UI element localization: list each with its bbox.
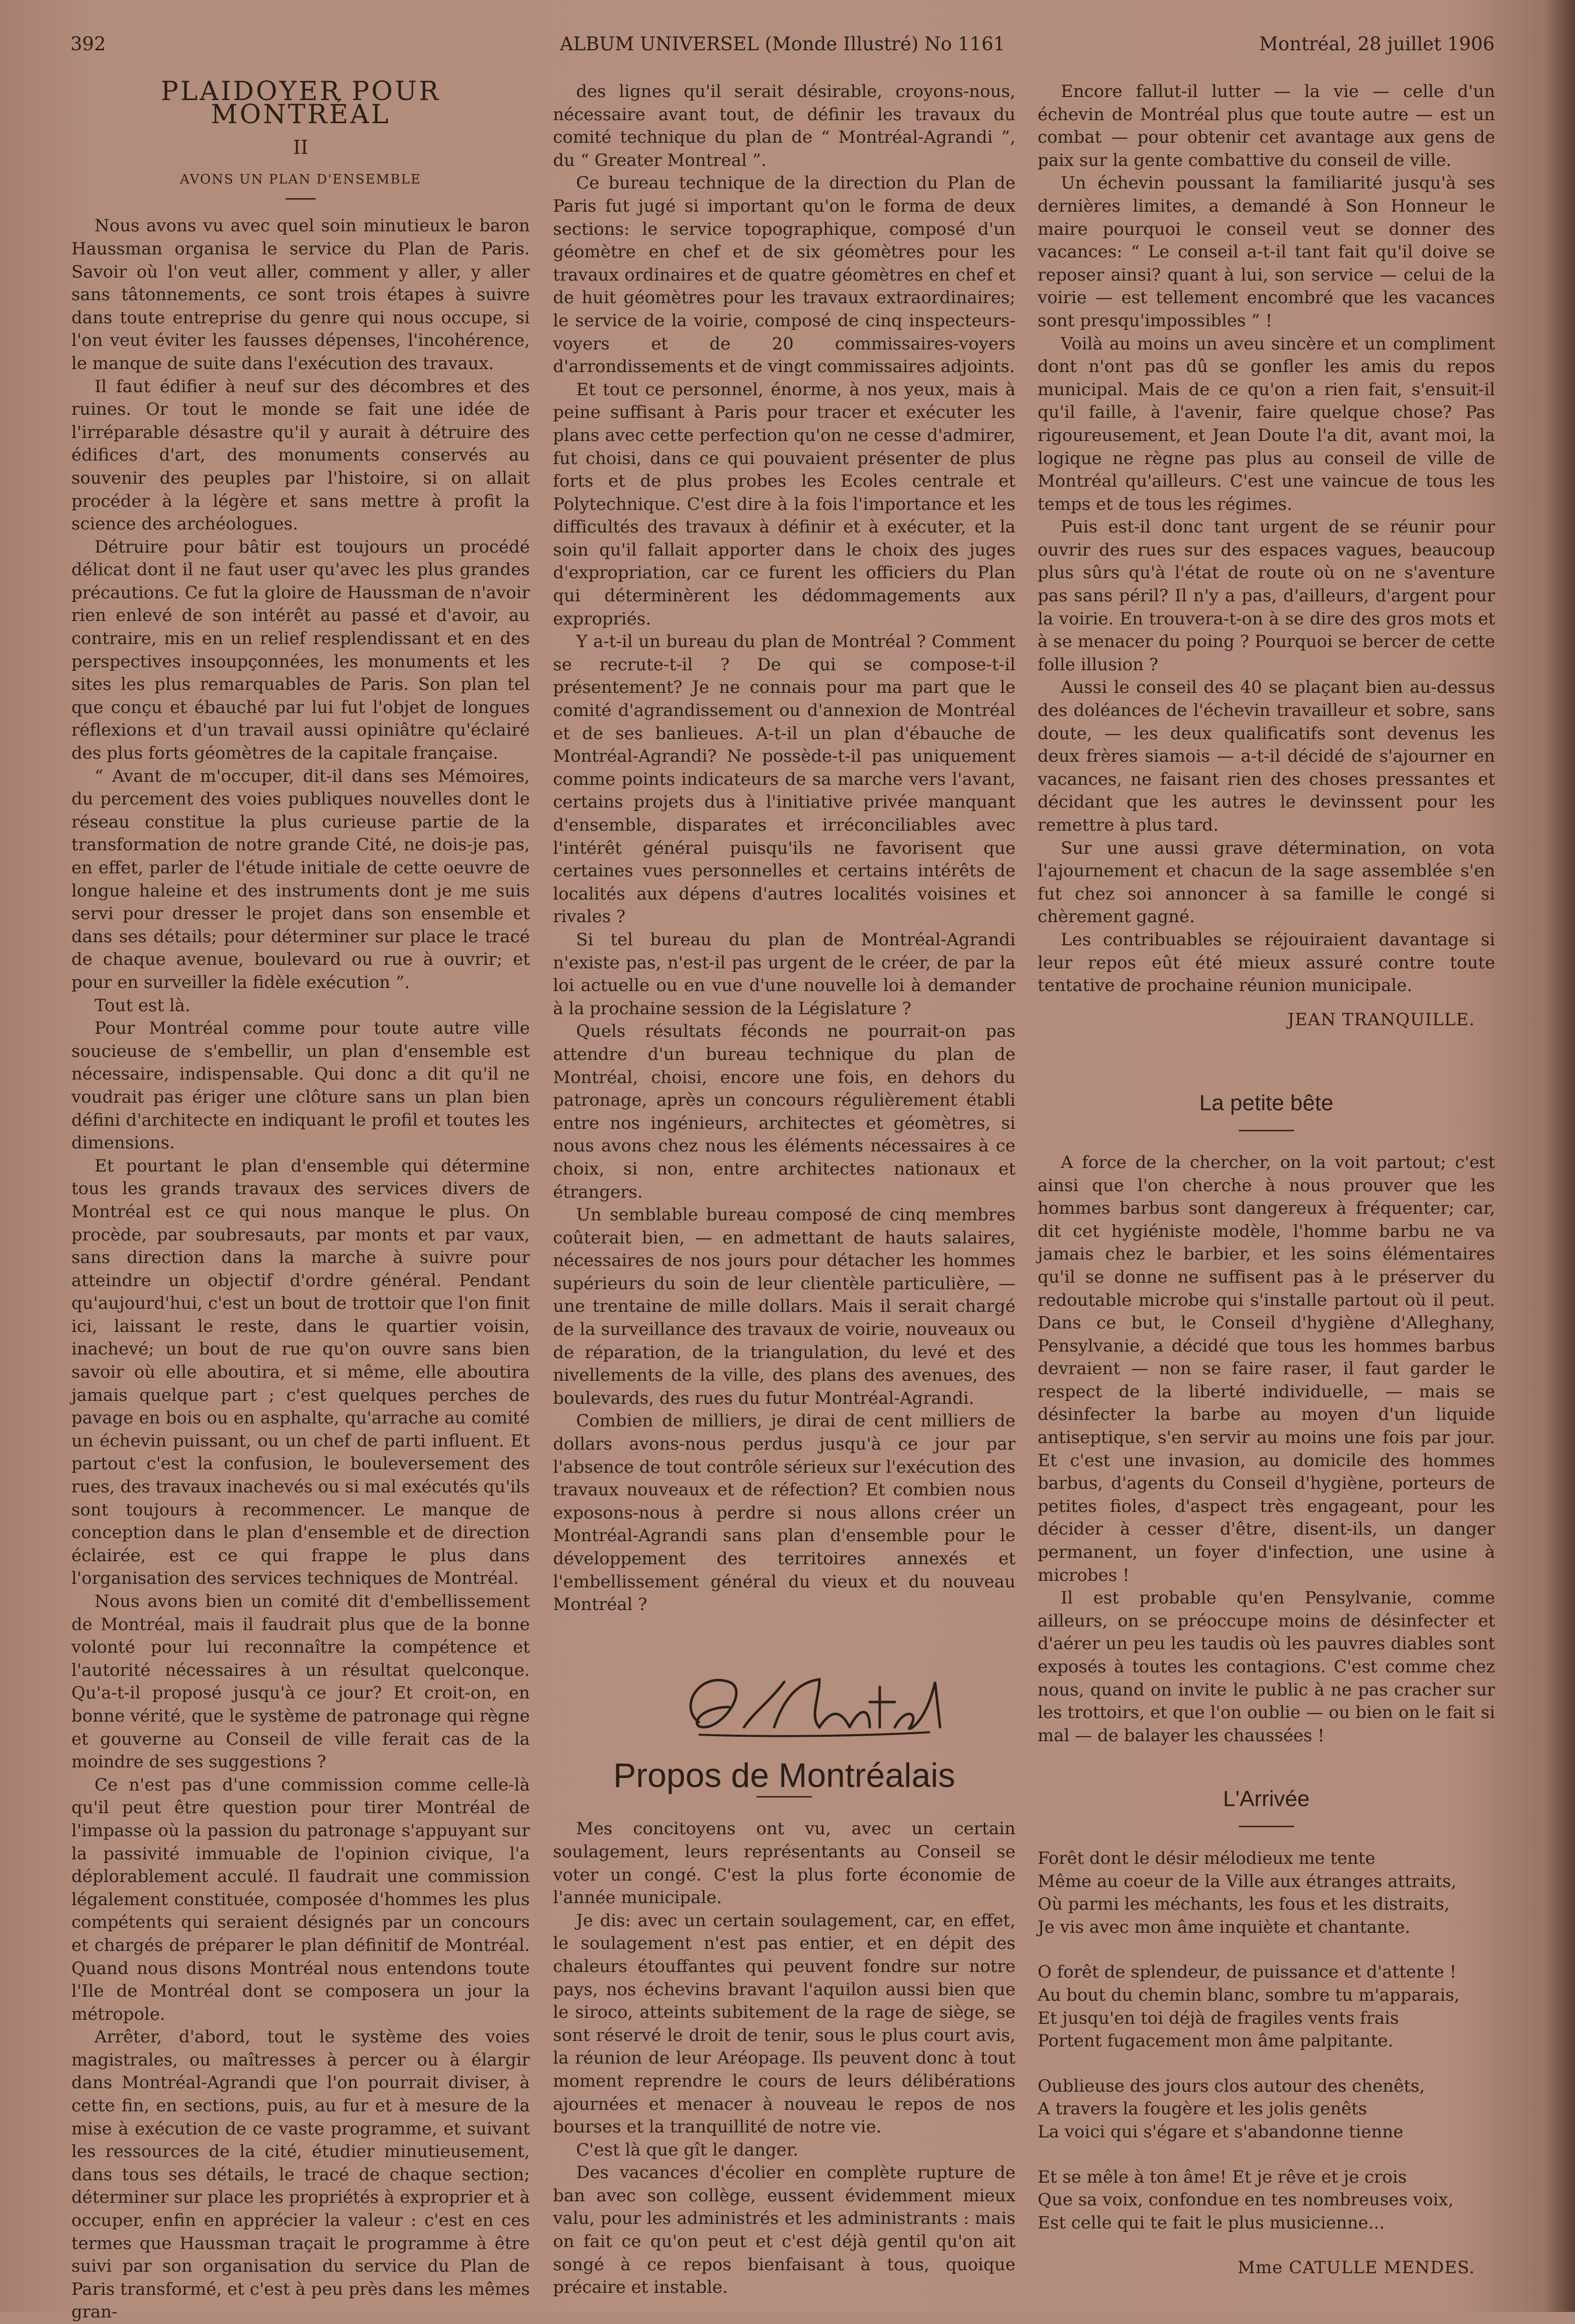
page-header [70, 33, 1495, 58]
paragraph: des lignes qu'il serait désirable, croyons-nous, nécessaire avant tout, de définir les travaux du comité technique du plan de “ Montréal-Agrandi ”, du “ Greater Montreal ”. [553, 81, 1015, 170]
paragraph: Voilà au moins un aveu sincère et un compliment dont n'ont pas dû se gonfler les amis du repos municipal. Mais de ce qu'on a rien fait, s'ensuit-il qu'il faille, à l'avenir, faire quelque chose? Pas rigoureusement, et Jean Doute l'a dit, avant moi, la logique ne règne pas plus au conseil de ville de Montréal qu'ailleurs. C'est une vaincue de tous les temps et de tous les régimes. [1038, 333, 1495, 514]
poem-stanza [1038, 1847, 1495, 1939]
paragraph: A force de la chercher, on la voit partout; c'est ainsi que l'on cherche à nous prouver que les hommes barbus sont dangereux à fréquenter; car, dit cet hygiéniste modèle, l'homme barbu ne va jamais chez le barbier, et les soins élémentaires qu'il se donne ne suffisent pas à le préserver du redoutable microbe qui s'installe partout où il peut. Dans ce but, le Conseil d'hygiène d'Alleghany, Pensylvanie, a décidé que tous les hommes barbus devraient — non se faire raser, il faut garder le respect de la liberté individuelle, — mais se désinfecter la barbe au moyen d'un liquide antiseptique, s'en servir au moins une fois par jour. Et c'est une invasion, au domicile des hommes barbus, d'agents du Conseil d'hygiène, porteurs de petites fioles, d'aspect très engageant, pour les décider à cesser d'être, disent-ils, un danger permanent, un foyer d'infection, une usine à microbes ! [1038, 1152, 1495, 1585]
column-2 [553, 80, 1015, 2299]
poem-line: Je vis avec mon âme inquiète et chantante. [1038, 1917, 1411, 1937]
poem-line: O forêt de splendeur, de puissance et d'attente ! [1038, 1962, 1457, 1983]
article-title: PLAIDOYER POUR MONTRÉAL [160, 76, 441, 130]
paragraph: Encore fallut-il lutter — la vie — celle d'un échevin de Montréal plus que toute autre — est un combat — pour obtenir cet avantage aux gens de paix sur la gente combattive du conseil de ville. [1038, 81, 1495, 170]
paragraph: Puis est-il donc tant urgent de se réunir pour ouvrir des rues sur des espaces vagues, beaucoup plus sûrs qu'à l'état de route où on ne s'aventure pas sans péril? Il n'y a pas, d'ailleurs, d'argent pour la voirie. En trouvera-t-on à se dire des gros mots et à se menacer du poing ? Pourquoi se bercer de cette folle illusion ? [1038, 517, 1495, 675]
paragraph: Et tout ce personnel, énorme, à nos yeux, mais à peine suffisant à Paris pour tracer et exécuter les plans avec cette perfection qu'on ne cesse d'admirer, fut choisi, dans ce qui pouvaient présenter de plus forts et de plus probes les Ecoles centrale et Polytechnique. C'est dire à la fois l'importance et les difficultés des travaux à définir et à exécuter, et la soin qu'il fallait apporter dans le choix des juges d'expropriation, car ce furent les officiers du Plan qui déterminèrent les dédommagements aux expropriés. [553, 379, 1015, 629]
publication-title: ALBUM UNIVERSEL (Monde Illustré) No 1161 [560, 33, 1005, 55]
section-title-arrivee: L'Arrivée [1223, 1786, 1310, 1812]
paragraph: “ Avant de m'occuper, dit-il dans ses Mémoires, du percement des voies publiques nouvelles dont le réseau constitue la plus curieuse partie de la transformation de notre grande Cité, ne dois-je pas, en effet, parler de l'étude initiale de cette oeuvre de longue haleine et des instruments dont je me suis servi pour dresser le projet dans son ensemble et dans ses détails; pour déterminer sur place le tracé de chaque avenue, boulevard ou rue à ouvrir; et pour en surveiller la fidèle exécution ”. [71, 766, 530, 993]
paragraph: Si tel bureau du plan de Montréal-Agrandi n'existe pas, n'est-il pas urgent de le créer, de par la loi actuelle ou en vue d'une nouvelle loi à demander à la prochaine session de la Législature ? [553, 929, 1015, 1019]
column-3 [1038, 80, 1495, 2280]
petite-bete-body [1038, 1151, 1495, 1747]
divider [1239, 1826, 1294, 1827]
paragraph: Ce bureau technique de la direction du Plan de Paris fut jugé si important qu'on le forma de deux sections: le service topographique, composé d'un géomètre en chef et de six géomètres pour les travaux ordinaires et de quatre géomètres en chef et de huit géomètres pour les travaux extraordinaires; le service de la voirie, composé de cinq inspecteurs-voyers et de 20 commissaires-voyers d'arrondissements et de vingt commissaires adjoints. [553, 173, 1015, 377]
divider [757, 1796, 812, 1798]
poem-line: Et se mêle à ton âme! Et je rêve et je crois [1038, 2167, 1407, 2187]
paragraph: Aussi le conseil des 40 se plaçant bien au-dessus des doléances de l'échevin travailleur et sobre, sans doute, — les deux qualificatifs sont devenus les deux frères siamois — a-t-il décidé de s'ajourner en vacances, ne faisant rien des choses pressantes et décidant que les autres le devinssent pour les remettre à plus tard. [1038, 677, 1495, 835]
article-body-continued [553, 80, 1015, 1617]
poem-line: Même au coeur de la Ville aux étranges attraits, [1038, 1871, 1457, 1892]
paragraph: Y a-t-il un bureau du plan de Montréal ? Comment se recrute-t-il ? De qui se compose-t-il présentement? Je ne connais pour ma part que le comité d'agrandissement ou d'annexion de Montréal et de ses banlieues. A-t-il un plan d'ébauche de Montréal-Agrandi? Ne possède-t-il pas uniquement comme points indicateurs de sa marche vers l'avant, certains projets dus à l'initiative privée manquant d'ensemble, disparates et irréconciliables avec l'intérêt général puisqu'ils ne favorisent que certaines vues personnelles et certains intérêts de localités aux dépens d'autres localités voisines et rivales ? [553, 632, 1015, 927]
poem-line: Que sa voix, confondue en tes nombreuses voix, [1038, 2190, 1454, 2210]
propos-continued [1038, 80, 1495, 998]
paragraph: Je dis: avec un certain soulagement, car, en effet, le soulagement n'est pas entier, et en dépit des chaleurs étouffantes qui peuvent fondre sur notre pays, nos échevins bravant l'aquilon aussi bien que le siroco, atteints subitement de la rage de siège, se sont réservé le droit de tenir, sous le plus court avis, la réunion de leur Aréopage. Ils peuvent donc à tout moment reprendre le cours de leurs délibérations ajournées et menacer à nouveau le repos de nos bourses et la tranquillité de notre vie. [553, 1910, 1015, 2137]
author-signature [553, 1647, 1015, 1752]
signature-image [669, 1652, 950, 1752]
paragraph: C'est là que gît le danger. [576, 2139, 798, 2160]
paragraph: Détruire pour bâtir est toujours un procédé délicat dont il ne faut user qu'avec les plus grandes précautions. Ce fut la gloire de Haussman de n'avoir rien enlevé de son intérêt au passé et d'avoir, au contraire, mis en un relief resplendissant et en des perspectives insoupçonnées, les monuments et les sites les plus remarquables de Paris. Son plan tel que conçu et ébauché par lui fut l'objet de longues réflexions et d'un travail aussi opiniâtre qu'éclairé des plus forts géomètres de la capitale française. [71, 537, 530, 764]
paragraph: Un semblable bureau composé de cinq membres coûterait bien, — en admettant de hauts salaires, nécessaires de nos jours pour détacher les hommes supérieurs du soin de leur clientèle particulière, — une trentaine de mille dollars. Mais il serait chargé de la surveillance des travaux de voirie, nouveaux ou de réparation, de la triangulation, du levé et des nivellements de la ville, des plans des avenues, des boulevards, des rues du futur Montréal-Agrandi. [553, 1205, 1015, 1408]
paragraph: Des vacances d'écolier en complète rupture de ban avec son collège, eussent évidemment mieux valu, pour les administrés et les administrants : mais on fait ce qu'on peut et c'est déjà gentil qu'on ait songé à ce repos bienfaisant à tous, quoique précaire et instable. [553, 2163, 1015, 2298]
section-title-petite-bete: La petite bête [1199, 1091, 1334, 1116]
article-body [71, 215, 530, 2324]
paragraph: Nous avons vu avec quel soin minutieux le baron Haussman organisa le service du Plan de Paris. Savoir où l'on veut aller, comment y aller, y aller sans tâtonnements, ce sont trois étapes à suivre dans toute entreprise du genre qui nous occupe, si l'on veut éviter les fausses dépenses, l'incohérence, le manque de suite dans l'exécution des travaux. [71, 216, 530, 374]
paragraph: Combien de milliers, je dirai de cent milliers de dollars avons-nous perdus jusqu'à ce jour par l'absence de tout contrôle sérieux sur l'exécution des travaux nouveaux et de réfection? Et combien nous exposons-nous à perdre si nous allons créer un Montréal-Agrandi sans plan d'ensemble pour le développement des territoires annexés et l'embellissement général du vieux et du nouveau Montréal ? [553, 1411, 1015, 1615]
paragraph: Et pourtant le plan d'ensemble qui détermine tous les grands travaux des services divers de Montréal est ce qui nous manque le plus. On procède, par soubresauts, par monts et par vaux, sans direction dans la marche à suivre pour atteindre un objectif d'ordre général. Pendant qu'aujourd'hui, c'est un bout de trottoir que l'on finit ici, laissant le reste, dans le quartier voisin, inachevé; un bout de rue qu'on ouvre sans bien savoir où elle aboutira, et si même, elle aboutira jamais quelque part ; c'est quelques perches de pavage en bois ou en asphalte, qu'arrache au comité un échevin puissant, ou un chef de parti influent. Et partout c'est la confusion, le bouleversement des rues, des travaux inachevés ou si mal exécutés qu'ils sont toujours à recommencer. Le manque de conception dans le plan d'ensemble et de direction éclairée, est ce qui frappe le plus dans l'organisation des services techniques de Montréal. [71, 1155, 530, 1589]
paragraph: Nous avons bien un comité dit d'embellissement de Montréal, mais il faudrait plus que de la bonne volonté pour lui reconnaître la compétence et l'autorité nécessaires à un résultat quelconque. Qu'a-t-il proposé jusqu'à ce jour? Et croit-on, en bonne vérité, que le système de patronage qui règne et gouverne au Conseil de ville ferait cas de la moindre de ses suggestions ? [71, 1591, 530, 1772]
poem-line: Oublieuse des jours clos autour des chenêts, [1038, 2076, 1425, 2096]
paragraph: Mes concitoyens ont vu, avec un certain soulagement, leurs représentants au Conseil se voter un congé. C'est la plus forte économie de l'année municipale. [553, 1819, 1015, 1908]
propos-body [553, 1818, 1015, 2299]
poem-line: Est celle qui te fait le plus musicienne... [1038, 2212, 1385, 2233]
paragraph: Arrêter, d'abord, tout le système des voies magistrales, ou maîtresses à percer ou à élargir dans Montréal-Agrandi que l'on pourrait diviser, à cette fin, en sections, puis, au fur et à mesure de la mise à exécution de ce vaste programme, et suivant les ressources de la cité, étudier minutieusement, dans tous ses détails, le tracé de chaque section; déterminer sur place les propriétés à exproprier et à occuper, enfin en apprécier la valeur : c'est en ces termes que Haussman traçait le programme à être suivi par son organisation du service du Plan de Paris transformé, et c'est à peu près dans les mêmes gran- [71, 2027, 530, 2322]
divider [286, 198, 316, 200]
column-1 [71, 76, 530, 2324]
paragraph: Il est probable qu'en Pensylvanie, comme ailleurs, on se préoccupe moins de désinfecter et d'aérer un peu les taudis où les pauvres diables sont exposés à toutes les contagions. C'est comme chez nous, quand on invite le public à ne pas cracher sur les trottoirs, et que l'on oublie — ou bien on le fait si mal — de balayer les chaussées ! [1038, 1588, 1495, 1746]
author-byline: JEAN TRANQUILLE. [1287, 1009, 1475, 1030]
poem-body [1038, 1847, 1495, 2234]
poem-line: Au bout du chemin blanc, sombre tu m'apparais, [1038, 1985, 1460, 2005]
paragraph: Ce n'est pas d'une commission comme celle-là qu'il peut être question pour tirer Montréal de l'impasse où la passion du patronage s'appuyant sur la passivité immuable de l'opinion civique, l'a déplorablement acculé. Il faudrait une commission légalement constituée, composée d'hommes les plus compétents qui seraient désignés par un concours et chargés de préparer le plan définitif de Montréal. Quand nous disons Montréal nous entendons toute l'Ile de Montréal dont se composera un jour la métropole. [71, 1774, 530, 2024]
paragraph: Un échevin poussant la familiarité jusqu'à ses dernières limites, a demandé à Son Honneur le maire pourquoi le conseil veut se donner des vacances: “ Le conseil a-t-il tant fait qu'il doive se reposer ainsi? quant à lui, son service — celui de la voirie — est tellement encombré que les vacances sont presqu'impossibles ” ! [1038, 173, 1495, 331]
divider [1239, 1130, 1294, 1131]
paragraph: Quels résultats féconds ne pourrait-on pas attendre d'un bureau technique du plan de Montréal, choisi, encore une fois, en dehors du patronage, après un concours régulièrement établi entre nos ingénieurs, architectes et géomètres, si nous avons chez nous les éléments nécessaires à ce choix, si non, entre architectes nationaux et étrangers. [553, 1021, 1015, 1202]
poem-stanza [1038, 2166, 1495, 2235]
article-subtitle: AVONS UN PLAN D'ENSEMBLE [180, 171, 421, 187]
poem-line: Forêt dont le désir mélodieux me tente [1038, 1848, 1375, 1868]
poem-stanza [1038, 2075, 1495, 2144]
paragraph: Sur une aussi grave détermination, on vota l'ajournement et chacun de la sage assemblée s'en fut chez soi annoncer à sa famille le congé si chèrement gagné. [1038, 838, 1495, 927]
article-part: II [293, 136, 309, 159]
paragraph: Tout est là. [95, 995, 191, 1016]
poem-author: Mme CATULLE MENDES. [1237, 2258, 1475, 2278]
poem-line: A travers la fougère et les jolis genêts [1038, 2099, 1367, 2119]
poem-line: Où parmi les méchants, les fous et les distraits, [1038, 1894, 1450, 1915]
poem-line: Portent fugacement mon âme palpitante. [1038, 2031, 1394, 2051]
paragraph: Il faut édifier à neuf sur des décombres et des ruines. Or tout le monde se fait une idée de l'irréparable désastre qu'il y aurait à détruire des édifices d'art, des monuments conservés au souvenir des peuples par l'histoire, si on allait procéder à la légère et sans mettre à profit la science des archéologues. [71, 376, 530, 534]
poem-line: La voici qui s'égare et s'abandonne tienne [1038, 2121, 1404, 2142]
page-number: 392 [70, 33, 106, 55]
paragraph: Pour Montréal comme pour toute autre ville soucieuse de s'embellir, un plan d'ensemble est nécessaire, indispensable. Qui donc a dit qu'il ne voudrait pas ériger une clôture sans un plan bien défini d'architecte en indiquant le profil et toutes les dimensions. [71, 1018, 530, 1153]
paragraph: Les contribuables se réjouiraient davantage si leur repos eût été mieux assuré contre toute tentative de prochaine réunion municipale. [1038, 929, 1495, 996]
section-title-propos: Propos de Montréalais [613, 1756, 956, 1795]
poem-stanza [1038, 1961, 1495, 2052]
poem-line: Et jusqu'en toi déjà de fragiles vents frais [1038, 2008, 1399, 2028]
issue-date: Montréal, 28 juillet 1906 [1259, 33, 1495, 55]
